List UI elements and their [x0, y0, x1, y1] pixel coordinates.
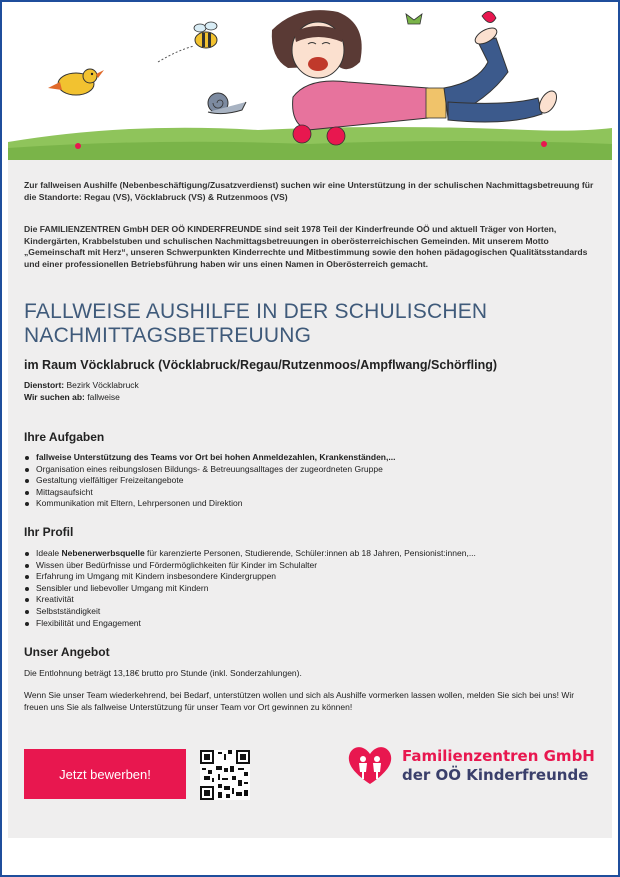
- tasks-heading: Ihre Aufgaben: [24, 430, 105, 444]
- bee-icon: [158, 22, 217, 62]
- girl-illustration: [272, 10, 560, 145]
- task-text: fallweise Unterstützung des Teams vor Ort bei hohen Anmeldezahlen, Krankenständen,...: [36, 452, 396, 462]
- job-subtitle: im Raum Vöcklabruck (Vöcklabruck/Regau/Rutzenmoos/Ampflwang/Schörfling): [24, 358, 497, 372]
- start-value: fallweise: [87, 392, 120, 402]
- list-item: Organisation eines reibungslosen Bildungs- & Betreuungsalltages der zugeordneten Gruppe: [24, 464, 594, 476]
- dienstort-value: Bezirk Vöcklabruck: [66, 380, 139, 390]
- list-item: Kommunikation mit Eltern, Lehrpersonen und Direktion: [24, 498, 594, 510]
- list-item: Erfahrung im Umgang mit Kindern insbesondere Kindergruppen: [24, 571, 594, 583]
- list-item: Gestaltung vielfältiger Freizeitangebote: [24, 475, 594, 487]
- heart-logo-icon: [346, 744, 394, 786]
- dienstort-label: Dienstort:: [24, 380, 65, 390]
- apply-button[interactable]: Jetzt bewerben!: [24, 749, 186, 799]
- list-item: Selbstständigkeit: [24, 606, 594, 618]
- list-item: [24, 452, 594, 464]
- intro-lead: Zur fallweisen Aushilfe (Nebenbeschäftigung/Zusatzverdienst) suchen wir eine Unterstützung in der schulischen Nachmittagsbetreuung für die Standorte: Regau (VS), Vöcklabruck (VS) & Rutzenmoos (VS): [24, 180, 594, 202]
- profile-text: Ideale: [36, 548, 62, 558]
- intro-about: Die FAMILIENZENTREN GmbH DER OÖ KINDERFREUNDE sind seit 1978 Teil der Kinderfreunde OÖ und aktuell Träger von Horten, Kindergärten, Krabbelstuben und schulischen Nachmittagsbetreuungen in oberösterreichischen Gemeinden. Mit unserem Motto „Gemeinschaft mit Herz“, unseren Schwerpunkten Kinderrechte und Mitbestimmung sowie den hohen pädagogischen Qualitätsstandards und einer professionellen Betriebsführung haben wir uns einen Namen in Oberösterreich gemacht.: [24, 224, 588, 269]
- snail-icon: [208, 93, 246, 114]
- offer-heading: Unser Angebot: [24, 645, 110, 659]
- start-label: Wir suchen ab:: [24, 392, 85, 402]
- bird-icon: [48, 69, 104, 95]
- logo-line1: Familienzentren GmbH: [402, 747, 595, 765]
- profile-list: [24, 548, 594, 629]
- profile-heading: Ihr Profil: [24, 525, 74, 539]
- profile-text-bold: Nebenerwerbsquelle: [61, 548, 145, 558]
- offer-closing: Wenn Sie unser Team wiederkehrend, bei Bedarf, unterstützen wollen und sich als Aushilfe vormerken lassen wollen, melden Sie sich bei uns! Wir freuen uns Sie als fallweise Unterstützung für unser Team vor Ort gewinnen zu können!: [24, 690, 575, 712]
- start-row: [24, 392, 120, 402]
- company-logo: [346, 744, 596, 786]
- job-title: FALLWEISE AUSHILFE IN DER SCHULISCHEN NACHMITTAGSBETREUUNG: [24, 300, 488, 347]
- profile-text: für karenzierte Personen, Studierende, Schüler:innen ab 18 Jahren, Pensionist:innen,...: [144, 548, 476, 558]
- list-item: Wissen über Bedürfnisse und Fördermöglichkeiten für Kinder im Schulalter: [24, 560, 594, 572]
- butterfly-icon: [406, 14, 422, 24]
- tasks-list: [24, 452, 594, 510]
- offer-salary: Die Entlohnung beträgt 13,18€ brutto pro Stunde (inkl. Sonderzahlungen).: [24, 668, 302, 678]
- qr-code[interactable]: [200, 750, 250, 800]
- list-item: Sensibler und liebevoller Umgang mit Kindern: [24, 583, 594, 595]
- hero-illustration: [8, 2, 612, 172]
- list-item: Flexibilität und Engagement: [24, 618, 594, 630]
- list-item: Kreativität: [24, 594, 594, 606]
- butterfly-icon: [482, 11, 496, 22]
- list-item: [24, 548, 594, 560]
- logo-line2: der OÖ Kinderfreunde: [402, 766, 589, 784]
- dienstort-row: [24, 380, 139, 390]
- list-item: Mittagsaufsicht: [24, 487, 594, 499]
